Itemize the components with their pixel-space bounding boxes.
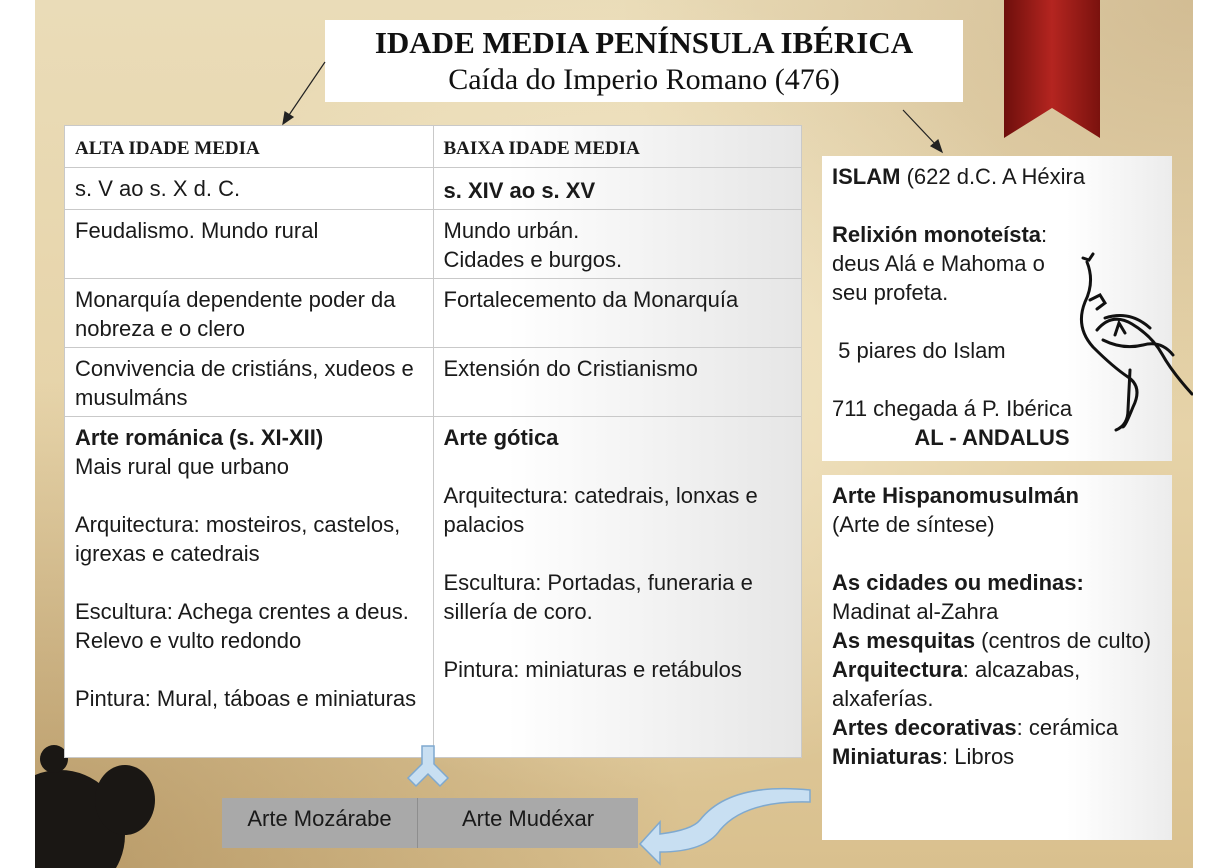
middle-ages-table xyxy=(64,125,802,758)
cidades-value: Madinat al-Zahra xyxy=(832,599,999,624)
cell-text: Pintura: Mural, táboas e miniaturas xyxy=(75,686,417,711)
cell-text: Pintura: miniaturas e retábulos xyxy=(443,657,742,682)
mozarabe-label: Arte Mozárabe xyxy=(222,798,418,848)
arrow-head-right xyxy=(931,140,942,152)
bookmark-ribbon xyxy=(1004,0,1100,138)
ink-stain xyxy=(95,765,155,835)
cell-text: Cidades e burgos. xyxy=(443,247,623,272)
cell-society-alta xyxy=(65,210,434,279)
miniaturas-item: Miniaturas: Libros xyxy=(832,744,1015,769)
cell-religion-alta: Convivencia de cristiáns, xudeos e musulmáns xyxy=(65,348,434,417)
romanesque-heading: Arte románica (s. XI-XII) xyxy=(75,425,324,450)
al-andalus-label: AL - ANDALUS xyxy=(914,425,1070,450)
cell-text: Escultura: Achega crentes a deus. Relevo e vulto redondo xyxy=(75,599,409,653)
cell-text: Mundo urbán. xyxy=(443,218,580,243)
derived-arts-bar xyxy=(222,798,638,848)
cidades-label: As cidades ou medinas: xyxy=(832,570,1084,595)
header-baixa: BAIXA IDADE MEDIA xyxy=(433,126,802,168)
cell-period-alta: s. V ao s. X d. C. xyxy=(65,168,434,210)
islam-religion: Relixión monoteísta: deus Alá e Mahoma o seu profeta. xyxy=(832,222,1048,305)
arrow-line-right xyxy=(903,110,937,146)
art-hisp-subtitle: (Arte de síntese) xyxy=(832,512,995,537)
cell-religion-baixa: Extensión do Cristianismo xyxy=(433,348,802,417)
table-row xyxy=(65,279,802,348)
art-hisp-title: Arte Hispanomusulmán xyxy=(832,483,1079,508)
header-alta: ALTA IDADE MEDIA xyxy=(65,126,434,168)
mesquitas-item: As mesquitas (centros de culto) xyxy=(832,628,1152,653)
table-header-row xyxy=(65,126,802,168)
hispano-muslim-art-box xyxy=(822,475,1172,840)
cell-text: Escultura: Portadas, funeraria e sillería de coro. xyxy=(443,570,753,624)
cell-monarchy-alta: Monarquía dependente poder da nobreza e o clero xyxy=(65,279,434,348)
arrow-line-left xyxy=(287,62,325,118)
slide-background xyxy=(35,0,1193,868)
gothic-heading: Arte gótica xyxy=(443,425,559,450)
cell-period-baixa: s. XIV ao s. XV xyxy=(433,168,802,210)
table-row xyxy=(65,348,802,417)
mudexar-label: Arte Mudéxar xyxy=(418,798,638,848)
islam-arrival: 711 chegada á P. Ibérica xyxy=(832,396,1073,421)
arquitectura-item: Arquitectura: alcazabas, alxaferías. xyxy=(832,657,1081,711)
table-row xyxy=(65,210,802,279)
cell-monarchy-baixa: Fortalecemento da Monarquía xyxy=(433,279,802,348)
table-row xyxy=(65,417,802,758)
cell-art-baixa xyxy=(433,417,802,758)
page-subtitle: Caída do Imperio Romano (476) xyxy=(448,63,840,96)
arrow-head-left xyxy=(283,112,293,124)
decorativas-item: Artes decorativas: cerámica xyxy=(832,715,1119,740)
islam-title: ISLAM (622 d.C. A Héxira xyxy=(832,164,1086,189)
title-box xyxy=(325,20,963,102)
cell-text: Arquitectura: catedrais, lonxas e palacios xyxy=(443,483,758,537)
page-title: IDADE MEDIA PENÍNSULA IBÉRICA xyxy=(374,25,914,60)
cell-text: Mais rural que urbano xyxy=(75,454,290,479)
cell-text: Feudalismo. Mundo rural xyxy=(75,218,319,243)
cell-text: Arquitectura: mosteiros, castelos, igrexas e catedrais xyxy=(75,512,401,566)
islam-box xyxy=(822,156,1172,461)
islam-pillars: 5 piares do Islam xyxy=(832,338,1006,363)
cell-society-baixa xyxy=(433,210,802,279)
table-row xyxy=(65,168,802,210)
cell-art-alta xyxy=(65,417,434,758)
curved-arrow-icon xyxy=(640,789,810,864)
